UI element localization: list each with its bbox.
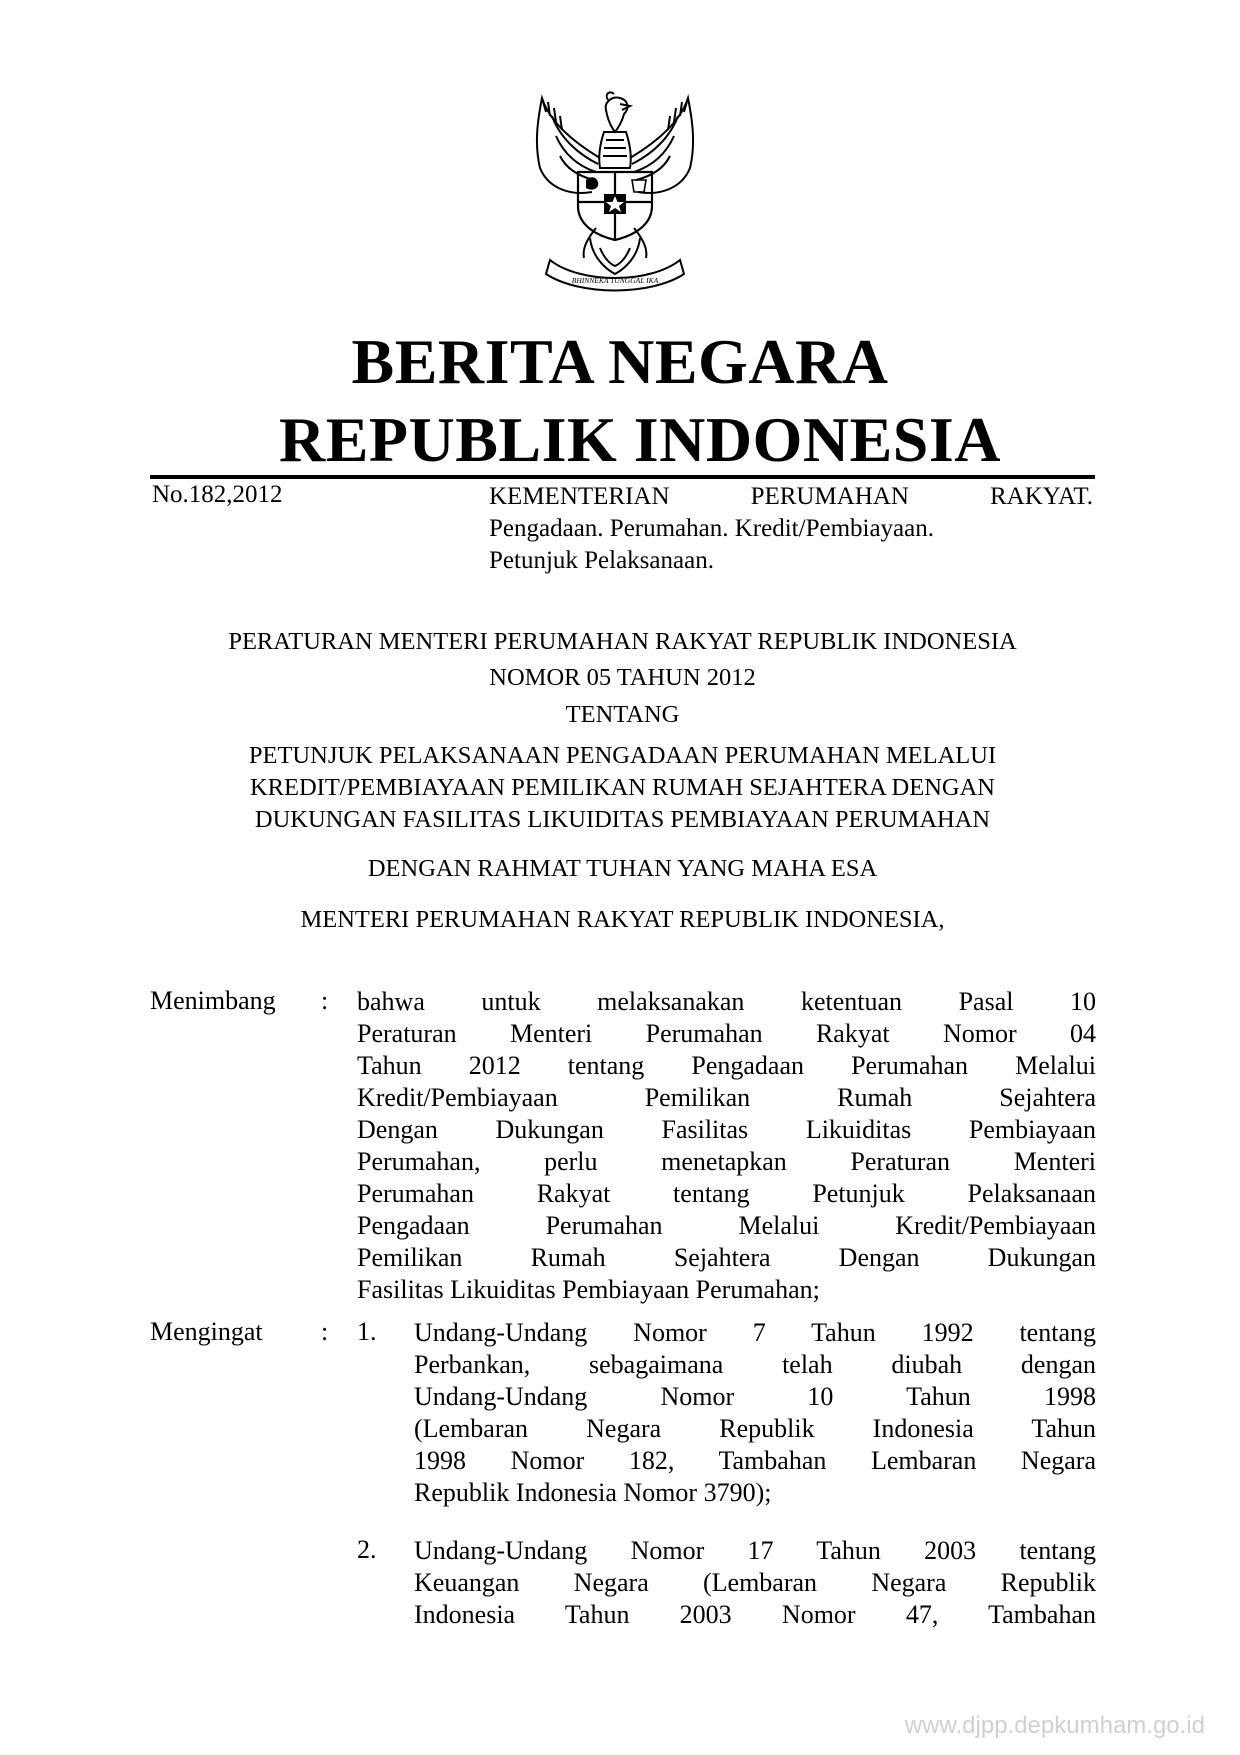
garuda-emblem xyxy=(520,88,710,296)
regulation-number: NOMOR 05 TAHUN 2012 xyxy=(489,664,756,691)
menimbang-line: Tahun 2012 tentang Pengadaan Perumahan Melalui xyxy=(357,1051,1096,1080)
masthead-subtitle: REPUBLIK INDONESIA xyxy=(278,404,1002,475)
regulation-title: PERATURAN MENTERI PERUMAHAN RAKYAT REPUBLIK INDONESIA xyxy=(228,628,1017,655)
menimbang-line: Pengadaan Perumahan Melalui Kredit/Pembiayaan xyxy=(357,1211,1096,1240)
menimbang-line: Perumahan Rakyat tentang Petunjuk Pelaksanaan xyxy=(357,1179,1096,1208)
menimbang-line: Perumahan, perlu menetapkan Peraturan Menteri xyxy=(357,1147,1096,1176)
menimbang-line: Dengan Dukungan Fasilitas Likuiditas Pembiayaan xyxy=(357,1115,1096,1144)
source-watermark: www.djpp.depkumham.go.id xyxy=(904,1712,1205,1739)
mengingat-line: Undang-Undang Nomor 17 Tahun 2003 tentang xyxy=(414,1536,1096,1565)
topic-line: Petunjuk Pelaksanaan. xyxy=(489,547,714,574)
masthead-divider xyxy=(150,475,1095,479)
mengingat-line: Undang-Undang Nomor 10 Tahun 1998 xyxy=(414,1382,1096,1411)
subject-line: KREDIT/PEMBIAYAAN PEMILIKAN RUMAH SEJAHTERA DENGAN xyxy=(249,774,995,801)
rahmat-line: DENGAN RAHMAT TUHAN YANG MAHA ESA xyxy=(367,855,878,882)
subject-line: DUKUNGAN FASILITAS LIKUIDITAS PEMBIAYAAN PERUMAHAN xyxy=(254,806,991,833)
regulation-subject xyxy=(150,740,1095,836)
mengingat-line: 1998 Nomor 182, Tambahan Lembaran Negara xyxy=(414,1446,1096,1475)
menteri-line: MENTERI PERUMAHAN RAKYAT REPUBLIK INDONESIA, xyxy=(300,906,945,933)
mengingat-line: Republik Indonesia Nomor 3790); xyxy=(414,1478,772,1507)
mengingat-line: Undang-Undang Nomor 7 Tahun 1992 tentang xyxy=(414,1318,1096,1347)
gazette-number: No.182,2012 xyxy=(152,481,283,508)
topic-line: Pengadaan. Perumahan. Kredit/Pembiayaan. xyxy=(489,515,934,542)
menimbang-text xyxy=(357,986,1096,1306)
menimbang-colon: : xyxy=(321,986,329,1015)
menimbang-line: Kredit/Pembiayaan Pemilikan Rumah Sejahtera xyxy=(357,1083,1096,1112)
masthead-title: BERITA NEGARA xyxy=(351,326,889,397)
menimbang-line: Peraturan Menteri Perumahan Rakyat Nomor 04 xyxy=(357,1019,1096,1048)
topic-line: KEMENTERIAN PERUMAHAN RAKYAT. xyxy=(489,483,1093,510)
mengingat-label: Mengingat xyxy=(150,1317,263,1346)
regulation-tentang: TENTANG xyxy=(565,701,680,728)
mengingat-item-number: 1. xyxy=(357,1317,377,1346)
subject-line: PETUNJUK PELAKSANAAN PENGADAAN PERUMAHAN MELALUI xyxy=(248,742,997,769)
menimbang-line: Pemilikan Rumah Sejahtera Dengan Dukungan xyxy=(357,1243,1096,1272)
mengingat-line: (Lembaran Negara Republik Indonesia Tahun xyxy=(414,1414,1096,1443)
svg-text:BHINNEKA TUNGGAL IKA: BHINNEKA TUNGGAL IKA xyxy=(571,276,659,285)
mengingat-line: Indonesia Tahun 2003 Nomor 47, Tambahan xyxy=(414,1600,1096,1629)
mengingat-line: Keuangan Negara (Lembaran Negara Republik xyxy=(414,1568,1096,1597)
mengingat-colon: : xyxy=(321,1317,329,1346)
gazette-topic xyxy=(489,481,1093,577)
menimbang-label: Menimbang xyxy=(150,986,276,1015)
mengingat-item xyxy=(414,1535,1096,1631)
mengingat-item xyxy=(414,1317,1096,1509)
mengingat-item-number: 2. xyxy=(357,1535,377,1564)
menimbang-line: bahwa untuk melaksanakan ketentuan Pasal 10 xyxy=(357,987,1096,1016)
menimbang-line: Fasilitas Likuiditas Pembiayaan Perumahan; xyxy=(357,1275,820,1304)
mengingat-line: Perbankan, sebagaimana telah diubah dengan xyxy=(414,1350,1096,1379)
